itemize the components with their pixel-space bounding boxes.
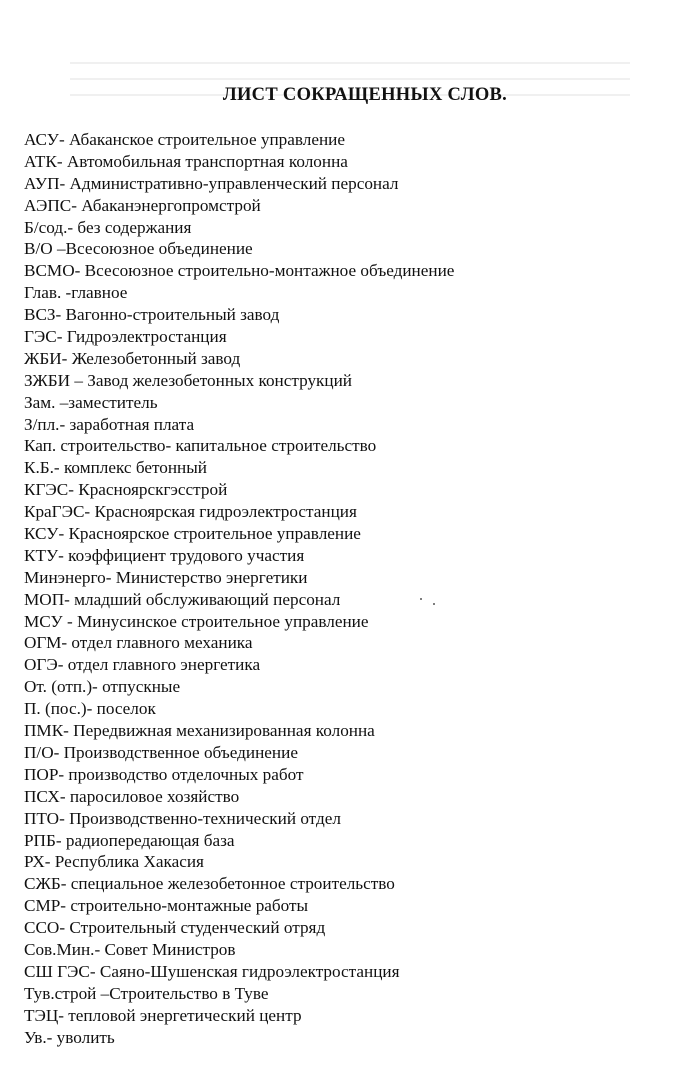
abbreviation-entry: АЭПС- Абаканэнергопромстрой	[24, 195, 261, 215]
abbreviation-entry: К.Б.- комплекс бетонный	[24, 458, 207, 478]
abbreviation-entry: КТУ- коэффициент трудового участия	[24, 545, 305, 565]
abbreviation-entry: ЗЖБИ – Завод железобетонных конструкций	[24, 370, 352, 390]
scan-speck	[420, 598, 422, 600]
abbreviation-list	[24, 129, 664, 1048]
abbreviation-entry: ЖБИ- Железобетонный завод	[24, 348, 241, 368]
abbreviation-entry: ВСМО- Всесоюзное строительно-монтажное объединение	[24, 261, 455, 281]
abbreviation-entry: Кап. строительство- капитальное строительство	[24, 436, 377, 456]
abbreviation-entry: Сов.Мин.- Совет Министров	[24, 939, 236, 959]
abbreviation-entry: АУП- Административно-управленческий персонал	[24, 173, 399, 193]
abbreviation-entry: АСУ- Абаканское строительное управление	[24, 130, 345, 149]
scan-speck	[433, 603, 435, 605]
abbreviation-entry: СМР- строительно-монтажные работы	[24, 896, 309, 916]
abbreviation-entry: СШ ГЭС- Саяно-Шушенская гидроэлектростанция	[24, 961, 400, 981]
abbreviation-entry: ПТО- Производственно-технический отдел	[24, 808, 341, 828]
abbreviation-entry: КГЭС- Красноярскгэсстрой	[24, 480, 228, 500]
abbreviation-entry: ПСХ- паросиловое хозяйство	[24, 786, 240, 806]
abbreviation-entry: Тув.строй –Строительство в Туве	[24, 983, 269, 1003]
abbreviation-entry: Минэнерго- Министерство энергетики	[24, 567, 308, 587]
abbreviation-entry: ССО- Строительный студенческий отряд	[24, 918, 326, 938]
abbreviation-entry: П. (пос.)- поселок	[24, 699, 156, 719]
abbreviation-entry: ТЭЦ- тепловой энергетический центр	[24, 1005, 302, 1025]
abbreviation-entry: Зам. –заместитель	[24, 392, 158, 412]
abbreviation-entry: Глав. -главное	[24, 283, 128, 303]
abbreviation-entry: ВСЗ- Вагонно-строительный завод	[24, 305, 280, 325]
abbreviation-entry: СЖБ- специальное железобетонное строительство	[24, 874, 395, 894]
abbreviation-entry: МОП- младший обслуживающий персонал	[24, 589, 341, 609]
abbreviation-entry: КСУ- Красноярское строительное управление	[24, 524, 361, 544]
abbreviation-entry: РПБ- радиопередающая база	[24, 830, 235, 850]
abbreviation-entry: ПМК- Передвижная механизированная колонна	[24, 721, 375, 741]
abbreviation-entry: П/О- Производственное объединение	[24, 742, 298, 762]
abbreviation-entry: КраГЭС- Красноярская гидроэлектростанция	[24, 502, 357, 522]
abbreviation-entry: ПОР- производство отделочных работ	[24, 764, 304, 784]
abbreviation-entry: Ув.- уволить	[24, 1027, 115, 1047]
abbreviation-entry: ОГЭ- отдел главного энергетика	[24, 655, 261, 675]
abbreviation-entry: ГЭС- Гидроэлектростанция	[24, 327, 227, 347]
abbreviation-entry: От. (отп.)- отпускные	[24, 677, 181, 697]
abbreviation-entry: АТК- Автомобильная транспортная колонна	[24, 151, 348, 171]
abbreviation-entry: МСУ - Минусинское строительное управление	[24, 611, 369, 631]
abbreviation-entry: З/пл.- заработная плата	[24, 414, 195, 434]
document-title: ЛИСТ СОКРАЩЕННЫХ СЛОВ.	[222, 85, 508, 105]
abbreviation-entry: В/О –Всесоюзное объединение	[24, 239, 253, 259]
abbreviation-entry: Б/сод.- без содержания	[24, 217, 192, 237]
abbreviation-entry: ОГМ- отдел главного механика	[24, 633, 253, 653]
abbreviation-entry: РХ- Республика Хакасия	[24, 852, 204, 872]
